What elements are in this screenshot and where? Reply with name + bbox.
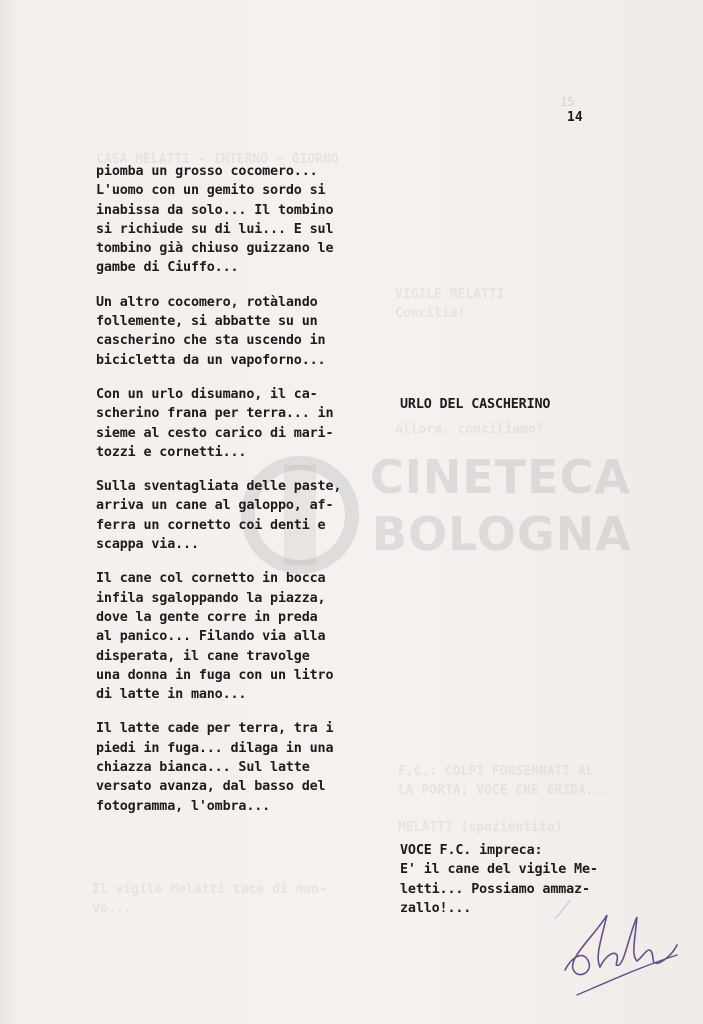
ghost-line: Concilia! [395, 306, 466, 321]
text-line: Il cane col cornetto in bocca [96, 571, 326, 587]
text-line: Un altro cocomero, rotàlando [96, 294, 318, 310]
text-line: al panico... Filando via alla [96, 629, 326, 645]
text-line: arriva un cane al galoppo, af- [96, 498, 334, 514]
paragraph [96, 293, 396, 370]
text-line: cascherino che sta uscendo in [96, 333, 326, 349]
text-line: piedi in fuga... dilaga in una [96, 740, 334, 756]
watermark-line-1: CINETECA [370, 450, 631, 504]
ghost-heading: CASA MELATTI - INTERNO - GIORNO [96, 152, 339, 167]
paragraph [96, 477, 396, 554]
text-line: scappa via... [96, 537, 199, 553]
text-line: bicicletta da un vapoforno... [96, 352, 326, 368]
text-line: fotogramma, l'ombra... [96, 798, 271, 814]
dialogue-line: letti... Possiamo ammaz- [400, 881, 590, 897]
text-line: chiazza bianca... Sul latte [96, 760, 310, 776]
dialogue-line: VOCE F.C. impreca: [400, 843, 543, 858]
ghost-line: MELATTI (spazientito) [398, 820, 563, 835]
text-line: di latte in mano... [96, 687, 247, 703]
text-line: Sulla sventagliata delle paste, [96, 479, 342, 495]
text-line: gambe di Ciuffo... [96, 260, 239, 276]
signature-icon [555, 895, 685, 1005]
page-number: 14 [567, 110, 583, 125]
text-line: sieme al cesto carico di mari- [96, 425, 334, 441]
sound-cue-text: URLO DEL CASCHERINO [400, 397, 551, 412]
text-line: follemente, si abbatte su un [96, 314, 318, 330]
text-line: una donna in fuga con un litro [96, 667, 334, 683]
paragraph [96, 162, 396, 278]
text-line: dove la gente corre in preda [96, 609, 318, 625]
text-line: piomba un grosso cocomero... [96, 164, 318, 179]
dialogue-line: E' il cane del vigile Me- [400, 862, 598, 878]
text-line: Il latte cade per terra, tra i [96, 721, 334, 737]
ghost-line: allora, conciliamo? [395, 422, 544, 437]
text-line: tozzi e cornetti... [96, 444, 247, 460]
ghost-line: F.C.: COLPI FORSENNATI AL [398, 764, 594, 779]
paragraph [96, 569, 396, 704]
watermark-line-2: BOLOGNA [372, 507, 632, 561]
text-line: inabissa da solo... Il tombino [96, 202, 334, 218]
ghost-line: VIGILE MELATTI [395, 287, 505, 302]
text-line: tombino già chiuso guizzano le [96, 241, 334, 257]
faint-page-number: 15 [560, 95, 575, 109]
text-line: L'uomo con un gemito sordo si [96, 183, 326, 199]
paragraph [96, 719, 396, 815]
text-line: ferra un cornetto coi denti e [96, 517, 326, 533]
text-line: disperata, il cane travolge [96, 648, 310, 664]
text-line: versato avanza, dal basso del [96, 779, 326, 795]
ghost-line: Il vigile Melatti tace di nuo- [92, 882, 327, 897]
ghost-line: LA PORTA; VOCE CHE GRIDA... [398, 783, 610, 798]
sound-cue [400, 395, 690, 414]
text-line: scherino frana per terra... in [96, 406, 334, 422]
text-line: si richiude su di lui... E sul [96, 221, 334, 237]
ghost-line: vo... [92, 901, 132, 916]
paragraph [96, 385, 396, 462]
text-line: infila sgaloppando la piazza, [96, 590, 326, 606]
dialogue-line: zallo!... [400, 900, 472, 916]
text-line: Con un urlo disumano, il ca- [96, 386, 318, 402]
stage-directions [96, 162, 396, 831]
